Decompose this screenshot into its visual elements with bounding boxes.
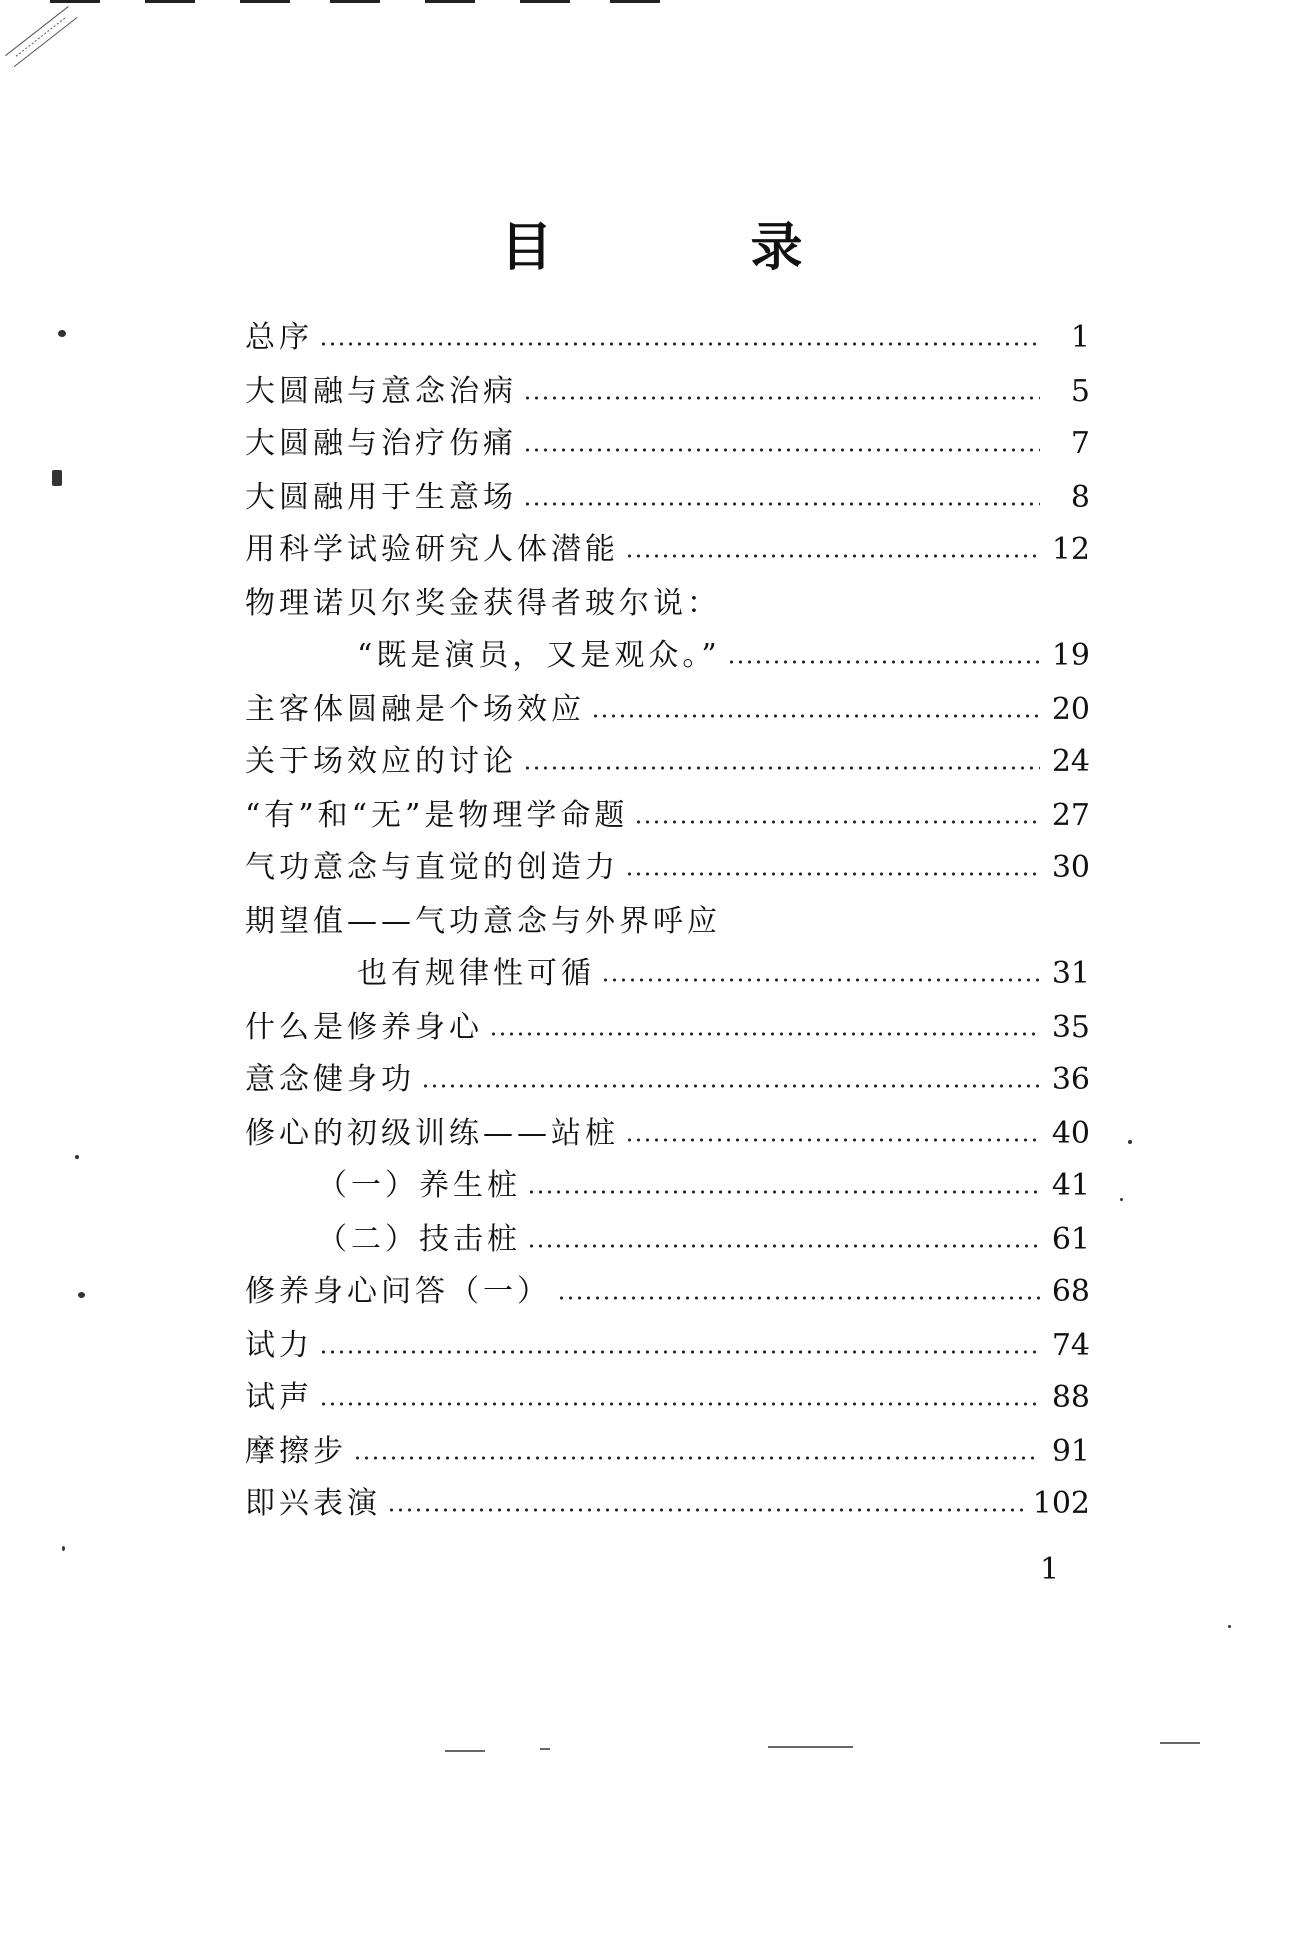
toc-leader-dots bbox=[489, 1032, 1040, 1036]
toc-entry-title: 用科学试验研究人体潜能 bbox=[245, 532, 619, 567]
toc-entry-title: 物理诺贝尔奖金获得者玻尔说： bbox=[245, 586, 721, 621]
toc-entry[interactable] bbox=[245, 848, 1090, 888]
scan-speck bbox=[75, 1155, 79, 1159]
toc-entry-title: 什么是修养身心 bbox=[245, 1010, 483, 1045]
toc-entry-page: 61 bbox=[1051, 1222, 1090, 1257]
toc-entry-page: 12 bbox=[1051, 532, 1090, 567]
toc-entry-title: 修养身心问答（一） bbox=[245, 1274, 551, 1309]
toc-entry[interactable] bbox=[245, 424, 1090, 464]
toc-entry[interactable] bbox=[245, 1484, 1090, 1524]
toc-entry[interactable] bbox=[245, 1166, 1090, 1206]
toc-entry[interactable] bbox=[245, 690, 1090, 730]
toc-leader-dots bbox=[727, 660, 1040, 664]
scan-speck bbox=[58, 330, 66, 337]
toc-entry[interactable] bbox=[245, 742, 1090, 782]
toc-entry-title: 大圆融与意念治病 bbox=[245, 374, 517, 409]
toc-entry-page: 1 bbox=[1070, 320, 1090, 355]
toc-entry-page: 19 bbox=[1051, 638, 1090, 673]
toc-entry-title: 主客体圆融是个场效应 bbox=[245, 692, 585, 727]
toc-leader-dots bbox=[591, 714, 1040, 718]
toc-entry-page: 31 bbox=[1051, 956, 1090, 991]
toc-entry-page: 102 bbox=[1032, 1486, 1090, 1521]
toc-entry-title: “有”和“无”是物理学命题 bbox=[245, 798, 629, 833]
toc-entry-page: 41 bbox=[1051, 1168, 1090, 1203]
toc-leader-dots bbox=[634, 820, 1040, 824]
toc-leader-dots bbox=[527, 1190, 1040, 1194]
toc-entry-page: 35 bbox=[1051, 1010, 1090, 1045]
scan-dash bbox=[1160, 1742, 1200, 1744]
scan-mark bbox=[425, 0, 475, 3]
toc-entry[interactable] bbox=[245, 1220, 1090, 1260]
toc-entry-page: 36 bbox=[1051, 1062, 1090, 1097]
scan-mark bbox=[330, 0, 380, 3]
scan-mark bbox=[610, 0, 660, 3]
toc-entry-page: 27 bbox=[1051, 798, 1090, 833]
toc-entry-title: 也有规律性可循 bbox=[357, 956, 595, 991]
toc-entry-title: 意念健身功 bbox=[245, 1062, 415, 1097]
toc-entry-page: 91 bbox=[1051, 1434, 1090, 1469]
toc-entry-title: （二）技击桩 bbox=[317, 1222, 521, 1257]
scan-mark bbox=[240, 0, 290, 3]
toc-entry[interactable] bbox=[245, 1432, 1090, 1472]
toc-entry-page: 30 bbox=[1051, 850, 1090, 885]
toc-leader-dots bbox=[625, 554, 1040, 558]
scan-speck bbox=[52, 470, 62, 486]
scan-edge-marks bbox=[10, 0, 670, 6]
toc-entry-title: 即兴表演 bbox=[245, 1486, 381, 1521]
toc-entry-page: 88 bbox=[1051, 1380, 1090, 1415]
toc-entry[interactable] bbox=[245, 796, 1090, 836]
toc-entry[interactable] bbox=[245, 1326, 1090, 1366]
toc-leader-dots bbox=[523, 502, 1040, 506]
toc-entry-page: 8 bbox=[1070, 480, 1090, 515]
toc-entry[interactable] bbox=[245, 1008, 1090, 1048]
scan-mark bbox=[145, 0, 195, 3]
toc-entry-title: （一）养生桩 bbox=[317, 1168, 521, 1203]
scan-dash bbox=[768, 1746, 853, 1748]
toc-entry[interactable] bbox=[245, 318, 1090, 358]
scan-speck bbox=[1128, 1140, 1132, 1144]
toc-leader-dots bbox=[387, 1508, 1023, 1512]
page-number: 1 bbox=[1040, 1552, 1060, 1587]
toc-entry[interactable] bbox=[245, 954, 1090, 994]
toc-leader-dots bbox=[523, 396, 1040, 400]
toc-entry-page: 24 bbox=[1051, 744, 1090, 779]
toc-entry-title: 总序 bbox=[245, 320, 313, 355]
toc-leader-dots bbox=[319, 342, 1040, 346]
toc-entry[interactable] bbox=[245, 1272, 1090, 1312]
toc-leader-dots bbox=[557, 1296, 1040, 1300]
toc-entry-title: 气功意念与直觉的创造力 bbox=[245, 850, 619, 885]
toc-leader-dots bbox=[319, 1350, 1040, 1354]
toc-entry-title: 试声 bbox=[245, 1380, 313, 1415]
scan-dash bbox=[540, 1748, 550, 1750]
toc-leader-dots bbox=[527, 1244, 1040, 1248]
toc-entry-page: 5 bbox=[1070, 374, 1090, 409]
toc-entry-title: “既是演员，又是观众。” bbox=[357, 638, 721, 673]
toc-entry-page: 40 bbox=[1051, 1116, 1090, 1151]
watermark-stamp bbox=[0, 0, 90, 70]
toc-entry-title: 大圆融用于生意场 bbox=[245, 480, 517, 515]
toc-leader-dots bbox=[625, 872, 1040, 876]
toc-leader-dots bbox=[319, 1402, 1040, 1406]
toc-leader-dots bbox=[421, 1084, 1040, 1088]
scan-speck bbox=[1228, 1625, 1231, 1628]
toc-leader-dots bbox=[523, 766, 1040, 770]
toc-entry[interactable] bbox=[245, 1060, 1090, 1100]
scan-dash bbox=[445, 1750, 485, 1752]
toc-entry-title: 期望值——气功意念与外界呼应 bbox=[245, 904, 721, 939]
toc-entry-title: 试力 bbox=[245, 1328, 313, 1363]
toc-entry-title: 大圆融与治疗伤痛 bbox=[245, 426, 517, 461]
toc-entry[interactable] bbox=[245, 372, 1090, 412]
toc-entry[interactable] bbox=[245, 584, 1090, 624]
scan-speck bbox=[78, 1292, 85, 1298]
toc-entry-title: 关于场效应的讨论 bbox=[245, 744, 517, 779]
toc-entry[interactable] bbox=[245, 530, 1090, 570]
scan-speck bbox=[62, 1546, 65, 1551]
toc-entry[interactable] bbox=[245, 902, 1090, 942]
scan-speck bbox=[1120, 1198, 1123, 1201]
scan-mark bbox=[520, 0, 570, 3]
page-title: 目 录 bbox=[500, 218, 893, 278]
toc-entry-title: 摩擦步 bbox=[245, 1434, 347, 1469]
toc-entry[interactable] bbox=[245, 478, 1090, 518]
toc-entry[interactable] bbox=[245, 1378, 1090, 1418]
toc-entry-page: 7 bbox=[1070, 426, 1090, 461]
toc-entry-page: 68 bbox=[1051, 1274, 1090, 1309]
toc-entry[interactable] bbox=[245, 636, 1090, 676]
toc-entry-page: 74 bbox=[1051, 1328, 1090, 1363]
toc-entry[interactable] bbox=[245, 1114, 1090, 1154]
toc-leader-dots bbox=[523, 448, 1040, 452]
toc-entry-page: 20 bbox=[1051, 692, 1090, 727]
toc-leader-dots bbox=[625, 1138, 1040, 1142]
toc-leader-dots bbox=[601, 978, 1040, 982]
toc-entry-title: 修心的初级训练——站桩 bbox=[245, 1116, 619, 1151]
toc-leader-dots bbox=[353, 1456, 1040, 1460]
